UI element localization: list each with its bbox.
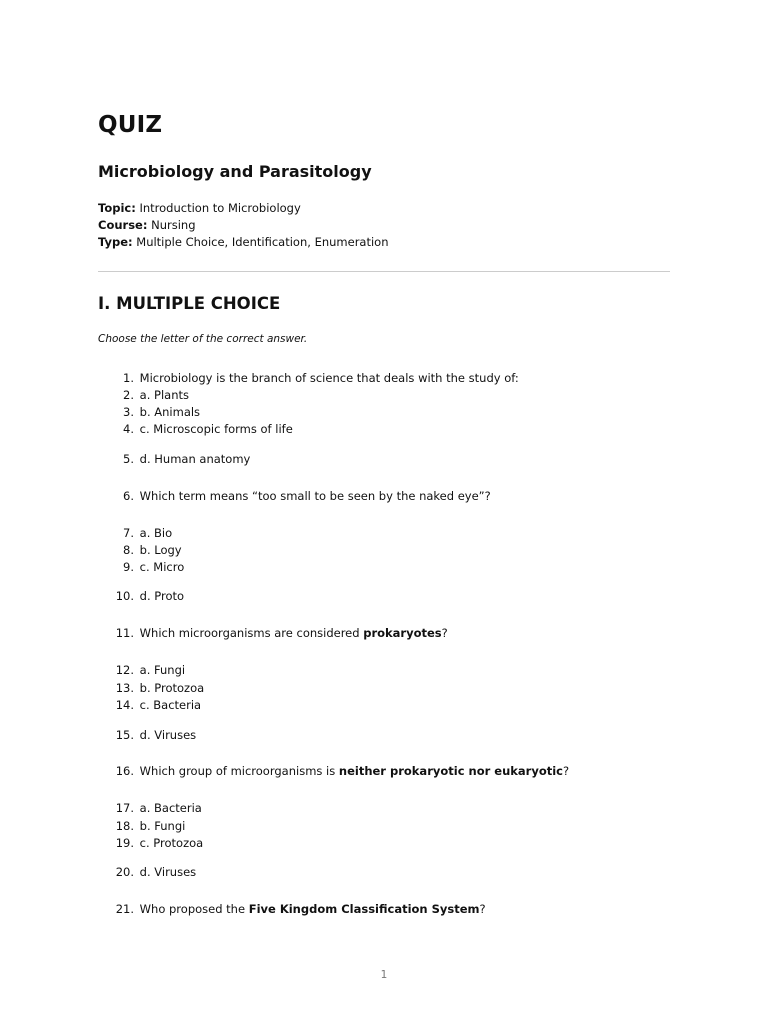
- list-item-emphasis: prokaryotes: [363, 626, 442, 640]
- meta-course-value: Nursing: [151, 218, 196, 232]
- list-item-number: 15.: [115, 728, 134, 742]
- list-item: [98, 864, 670, 880]
- list-item: [98, 662, 670, 678]
- list-item-text: a. Fungi: [139, 663, 186, 677]
- list-item-text: c. Bacteria: [139, 698, 202, 712]
- list-item-text: a. Bio: [139, 526, 173, 540]
- list-item-number: 13.: [115, 681, 134, 695]
- list-item-number: 20.: [115, 865, 134, 879]
- horizontal-divider: [98, 271, 670, 272]
- meta-topic-value: Introduction to Microbiology: [139, 201, 301, 215]
- meta-type-label: Type:: [98, 235, 133, 249]
- page-number: 1: [380, 969, 388, 981]
- list-item-text: b. Fungi: [139, 819, 186, 833]
- list-item-text: Which group of microorganisms is: [139, 764, 339, 778]
- meta-topic: [98, 200, 301, 217]
- list-item-text: b. Animals: [139, 405, 201, 419]
- list-item-text: b. Protozoa: [139, 681, 205, 695]
- list-item-number: 5.: [123, 452, 134, 466]
- list-item: [98, 542, 670, 558]
- list-item: [98, 680, 670, 696]
- document-title: QUIZ: [98, 112, 163, 138]
- list-item-text: a. Plants: [139, 388, 189, 402]
- list-item-text: d. Viruses: [139, 865, 197, 879]
- list-item-text: b. Logy: [139, 543, 182, 557]
- list-item: [98, 818, 670, 834]
- section-heading: I. MULTIPLE CHOICE: [98, 294, 281, 313]
- list-item-number: 21.: [115, 902, 134, 916]
- meta-course-label: Course:: [98, 218, 148, 232]
- list-item-number: 14.: [115, 698, 134, 712]
- list-item: [98, 588, 670, 604]
- list-item: [98, 525, 670, 541]
- list-item-text: Microbiology is the branch of science that deals with the study of:: [139, 371, 519, 385]
- list-item-number: 8.: [123, 543, 134, 557]
- meta-type-value: Multiple Choice, Identification, Enumeration: [136, 235, 389, 249]
- list-item-number: 12.: [115, 663, 134, 677]
- list-item-number: 3.: [123, 405, 134, 419]
- list-item: [98, 697, 670, 713]
- list-item-emphasis: neither prokaryotic nor eukaryotic: [338, 764, 564, 778]
- list-item-number: 16.: [115, 764, 134, 778]
- list-item-number: 17.: [115, 801, 134, 815]
- list-item-text: Which term means “too small to be seen by the naked eye”?: [139, 489, 491, 503]
- list-item-number: 18.: [115, 819, 134, 833]
- list-item: [98, 901, 670, 917]
- list-item-text: Who proposed the: [139, 902, 249, 916]
- list-item-text: Which microorganisms are considered: [139, 626, 364, 640]
- list-item-text: c. Micro: [139, 560, 185, 574]
- list-item: [98, 559, 670, 575]
- document-subtitle: Microbiology and Parasitology: [98, 162, 372, 181]
- list-item: [98, 727, 670, 743]
- list-item-text: d. Proto: [139, 589, 185, 603]
- list-item-number: 19.: [115, 836, 134, 850]
- list-item: [98, 625, 670, 641]
- list-item-text: c. Microscopic forms of life: [139, 422, 293, 436]
- list-item: [98, 763, 670, 779]
- list-item-number: 4.: [123, 422, 134, 436]
- list-item-number: 11.: [115, 626, 134, 640]
- list-item: [98, 488, 670, 504]
- list-item-text-end: ?: [479, 902, 486, 916]
- list-item-number: 9.: [123, 560, 134, 574]
- list-item-number: 10.: [115, 589, 134, 603]
- list-item-emphasis: Five Kingdom Classification System: [248, 902, 480, 916]
- list-item-number: 2.: [123, 388, 134, 402]
- list-item-number: 1.: [123, 371, 134, 385]
- list-item-text-end: ?: [563, 764, 570, 778]
- list-item: [98, 451, 670, 467]
- meta-topic-label: Topic:: [98, 201, 136, 215]
- list-item: [98, 800, 670, 816]
- list-item-text: a. Bacteria: [139, 801, 202, 815]
- list-item-text-end: ?: [441, 626, 448, 640]
- list-item-text: d. Human anatomy: [139, 452, 251, 466]
- list-item: [98, 421, 670, 437]
- list-item-text: d. Viruses: [139, 728, 197, 742]
- list-item-number: 6.: [123, 489, 134, 503]
- meta-type: [98, 234, 389, 251]
- section-instruction: Choose the letter of the correct answer.: [98, 333, 308, 345]
- list-item-number: 7.: [123, 526, 134, 540]
- list-item: [98, 835, 670, 851]
- list-item: [98, 370, 670, 386]
- list-item-text: c. Protozoa: [139, 836, 204, 850]
- meta-course: [98, 217, 196, 234]
- list-item: [98, 387, 670, 403]
- list-item: [98, 404, 670, 420]
